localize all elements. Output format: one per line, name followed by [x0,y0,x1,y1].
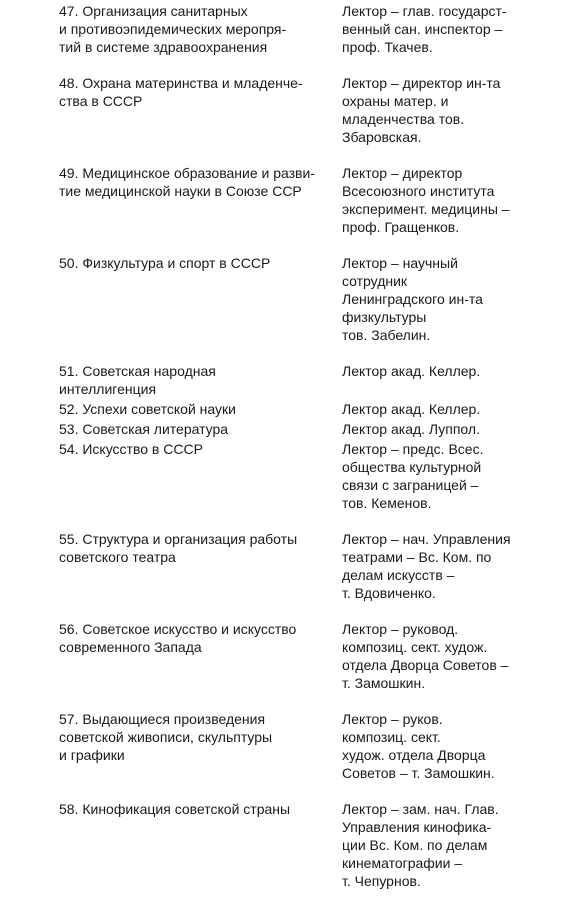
lecture-topic [59,620,342,656]
topic-line: советского театра [59,549,176,565]
lecturer-line: ции Вс. Ком. по делам [342,837,488,853]
lecturer-line: эксперимент. медицины – [342,201,510,217]
topic-line: ства в СССР [59,93,143,109]
lecturer-line: Лектор – нач. Управления [342,531,511,547]
lecturer-info [342,2,569,56]
topic-line: и противоэпидемических меропря- [59,21,287,37]
topic-line: современного Запада [59,639,202,655]
lecturer-line: Ленинградского ин-та [342,291,483,307]
lecture-topic [59,254,342,272]
lecturer-info [342,254,569,344]
topic-line: 53. Советская литература [59,421,229,437]
lecturer-line: Лектор – глав. государст- [342,3,507,19]
topic-line: 51. Советская народная [59,363,216,379]
lecturer-line: т. Замошкин. [342,675,426,691]
lecturer-line: Лектор акад. Келлер. [342,401,481,417]
topic-line: 54. Искусство в СССР [59,441,203,457]
lecturer-info [342,74,569,146]
topic-line: интеллигенция [59,381,157,397]
lecture-topic [59,420,342,438]
lecturer-info [342,164,569,236]
list-item [59,710,569,782]
topic-line: 55. Структура и организация работы [59,531,298,547]
lecturer-line: Лектор акад. Келлер. [342,363,481,379]
topic-line: 47. Организация санитарных [59,3,248,19]
list-item [59,362,569,398]
lecturer-line: Лектор акад. Луппол. [342,421,480,437]
lecturer-line: младенчества тов. [342,111,465,127]
lecturer-line: проф. Ткачев. [342,39,433,55]
lecturer-line: отдела Дворца Советов – [342,657,509,673]
list-item [59,400,569,418]
lecturer-line: Лектор – научный [342,255,458,271]
lecture-topic [59,74,342,110]
list-item [59,530,569,602]
lecturer-line: кинематографии – [342,855,463,871]
list-item [59,620,569,692]
lecture-topic [59,362,342,398]
lecturer-info [342,440,569,512]
lecturer-line: сотрудник [342,273,408,289]
topic-line: и графики [59,747,125,763]
lecturer-line: Лектор – директор [342,165,463,181]
lecturer-info [342,420,569,438]
lecturer-line: общества культурной [342,459,482,475]
lecturer-line: театрами – Вс. Ком. по [342,549,492,565]
lecture-topic [59,400,342,418]
topic-line: 57. Выдающиеся произведения [59,711,266,727]
lecture-list [59,2,569,908]
lecturer-line: венный сан. инспектор – [342,21,503,37]
topic-line: 52. Успехи советской науки [59,401,236,417]
lecturer-line: Лектор – предс. Всес. [342,441,484,457]
lecturer-line: худож. отдела Дворца [342,747,486,763]
lecturer-info [342,710,569,782]
lecturer-info [342,530,569,602]
lecturer-line: Управления кинофика- [342,819,492,835]
lecturer-info [342,400,569,418]
lecture-topic [59,710,342,764]
topic-line: 48. Охрана материнства и младенче- [59,75,303,91]
lecturer-line: т. Чепурнов. [342,873,421,889]
lecturer-line: композиц. сект. худож. [342,639,488,655]
lecturer-line: связи с заграницей – [342,477,479,493]
list-item [59,2,569,56]
topic-line: 49. Медицинское образование и разви- [59,165,315,181]
lecturer-info [342,800,569,890]
lecturer-line: Лектор – руков. [342,711,443,727]
lecturer-line: т. Вдовиченко. [342,585,436,601]
list-item [59,420,569,438]
lecturer-line: физкультуры [342,309,427,325]
list-item [59,74,569,146]
lecturer-line: тов. Забелин. [342,327,431,343]
lecturer-line: Збаровская. [342,129,422,145]
lecturer-line: тов. Кеменов. [342,495,432,511]
lecturer-line: Лектор – зам. нач. Глав. [342,801,499,817]
lecturer-line: Советов – т. Замошкин. [342,765,495,781]
list-item [59,254,569,344]
lecturer-line: охраны матер. и [342,93,449,109]
list-item [59,800,569,890]
lecturer-line: делам искусств – [342,567,455,583]
lecturer-line: проф. Гращенков. [342,219,460,235]
lecturer-line: Всесоюзного института [342,183,495,199]
topic-line: тий в системе здравоохранения [59,39,268,55]
topic-line: 58. Кинофикация советской страны [59,801,291,817]
topic-line: тие медицинской науки в Союзе ССР [59,183,302,199]
lecture-topic [59,530,342,566]
list-item [59,164,569,236]
lecture-topic [59,800,342,818]
lecturer-line: Лектор – руковод. [342,621,459,637]
lecture-topic [59,440,342,458]
list-item [59,440,569,512]
topic-line: советской живописи, скульптуры [59,729,273,745]
lecturer-info [342,620,569,692]
lecture-topic [59,2,342,56]
lecturer-line: Лектор – директор ин-та [342,75,501,91]
topic-line: 50. Физкультура и спорт в СССР [59,255,271,271]
lecturer-line: композиц. сект. [342,729,441,745]
lecturer-info [342,362,569,380]
lecture-topic [59,164,342,200]
topic-line: 56. Советское искусство и искусство [59,621,297,637]
